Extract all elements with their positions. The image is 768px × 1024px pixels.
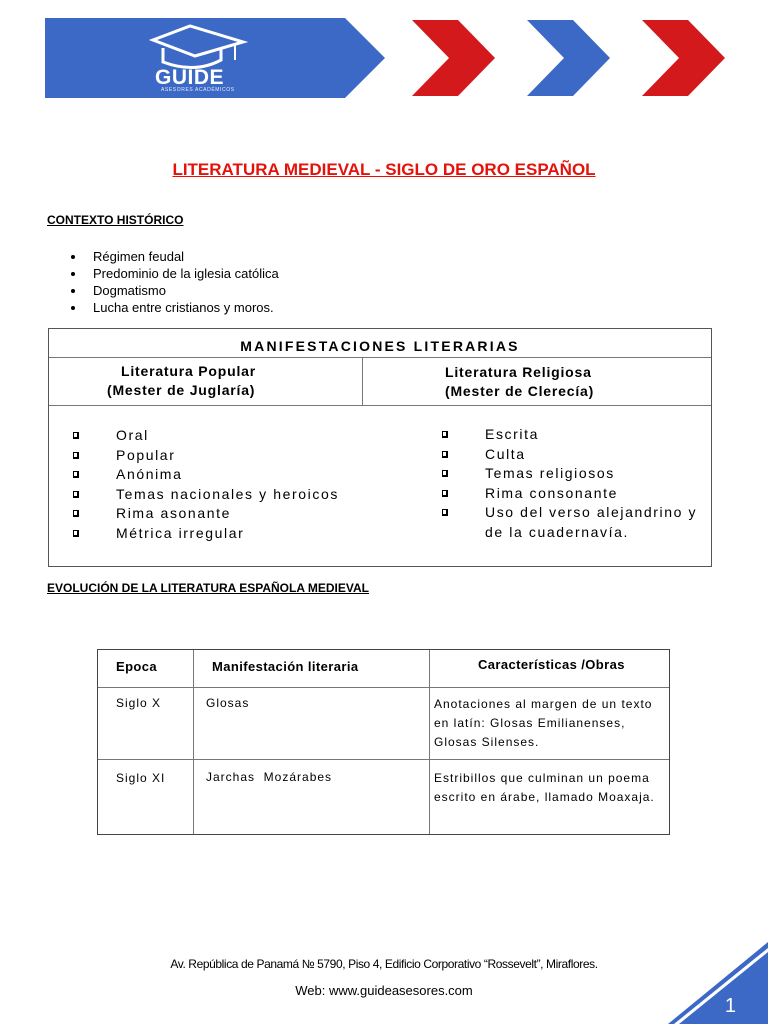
religiosa-heading-line2: (Mester de Clerecía) — [445, 383, 595, 399]
table-cell: Jarchas Mozárabes — [206, 770, 333, 784]
list-item: Dogmatismo — [93, 282, 279, 299]
checkbox-bullet-icon — [442, 431, 448, 438]
banner-red-chevron-2 — [642, 20, 725, 96]
list-item — [73, 504, 339, 524]
list-item-label: Anónima — [116, 466, 183, 483]
checkbox-bullet-icon — [73, 452, 79, 459]
list-item-label: Culta — [485, 445, 526, 462]
footer-address: Av. República de Panamá № 5790, Piso 4, Edificio Corporativo “Rossevelt”, Miraflores. — [170, 957, 598, 971]
context-list — [93, 248, 279, 316]
table-cell: Siglo XI — [116, 771, 166, 785]
list-item: Lucha entre cristianos y moros. — [93, 299, 279, 316]
banner-red-chevron-1 — [412, 20, 495, 96]
religiosa-heading-line1: Literatura Religiosa — [445, 364, 592, 380]
list-item-label: Escrita — [485, 426, 539, 442]
logo-text: GUIDE — [155, 66, 225, 89]
header-banner — [45, 18, 765, 98]
list-item — [73, 485, 339, 505]
table-cell: Estribillos que culminan un poema escrito en árabe, llamado Moaxaja. — [434, 771, 659, 804]
checkbox-bullet-icon — [442, 451, 448, 458]
list-item-label: Popular — [116, 446, 176, 463]
religiosa-list — [442, 425, 702, 543]
list-item — [442, 484, 702, 504]
evolucion-table — [97, 649, 670, 835]
list-item — [73, 426, 339, 446]
banner-blue-chevron — [527, 20, 610, 96]
page-corner-decoration — [668, 942, 768, 1024]
list-item — [442, 464, 702, 484]
list-item — [73, 465, 339, 485]
column-header: Características /Obras — [478, 657, 625, 672]
checkbox-bullet-icon — [442, 490, 448, 497]
checkbox-bullet-icon — [442, 509, 448, 516]
divider — [98, 687, 669, 688]
page-number: 1 — [724, 995, 736, 1017]
popular-heading-line2: (Mester de Juglaría) — [107, 382, 256, 398]
divider — [49, 357, 711, 358]
checkbox-bullet-icon — [73, 471, 79, 478]
list-item-label: Temas religiosos — [485, 465, 615, 482]
list-item — [73, 446, 339, 466]
context-heading: CONTEXTO HISTÓRICO — [47, 213, 184, 227]
divider — [362, 357, 363, 405]
list-item — [442, 503, 702, 542]
table-cell: Siglo X — [116, 696, 162, 710]
evolucion-heading: EVOLUCIÓN DE LA LITERATURA ESPAÑOLA MEDIEVAL — [47, 581, 370, 595]
page-title: LITERATURA MEDIEVAL - SIGLO DE ORO ESPAÑOL — [172, 160, 596, 179]
divider — [49, 405, 711, 406]
divider — [98, 759, 669, 760]
list-item: Régimen feudal — [93, 248, 279, 265]
list-item — [73, 524, 339, 544]
list-item-label: Oral — [116, 427, 149, 443]
logo-subtitle: ASESORES ACADÉMICOS — [161, 87, 235, 93]
popular-heading — [107, 362, 256, 400]
list-item-label: Rima asonante — [116, 505, 231, 522]
list-item-label: Rima consonante — [485, 484, 618, 501]
list-item: Predominio de la iglesia católica — [93, 266, 279, 281]
checkbox-bullet-icon — [442, 470, 448, 477]
checkbox-bullet-icon — [73, 530, 79, 537]
checkbox-bullet-icon — [73, 491, 79, 498]
table-cell: Glosas — [206, 696, 250, 710]
manifestaciones-title: MANIFESTACIONES LITERARIAS — [240, 338, 520, 354]
table-cell: Anotaciones al margen de un texto en latín: Glosas Emilianenses, Glosas Silenses. — [434, 697, 653, 749]
column-header: Manifestación literaria — [212, 659, 359, 674]
list-item-label: Uso del verso alejandrino y de la cuadernavía. — [485, 504, 698, 540]
list-item — [442, 425, 702, 445]
popular-list — [73, 426, 339, 544]
footer-web: Web: www.guideasesores.com — [295, 983, 473, 998]
checkbox-bullet-icon — [73, 510, 79, 517]
list-item — [442, 445, 702, 465]
popular-heading-line1: Literatura Popular — [121, 363, 256, 379]
manifestaciones-box — [48, 328, 712, 567]
column-header: Epoca — [116, 659, 158, 674]
religiosa-heading — [445, 363, 594, 401]
divider — [429, 650, 430, 834]
checkbox-bullet-icon — [73, 432, 79, 439]
list-item-label: Métrica irregular — [116, 524, 245, 541]
list-item-label: Temas nacionales y heroicos — [116, 485, 339, 502]
divider — [193, 650, 194, 834]
